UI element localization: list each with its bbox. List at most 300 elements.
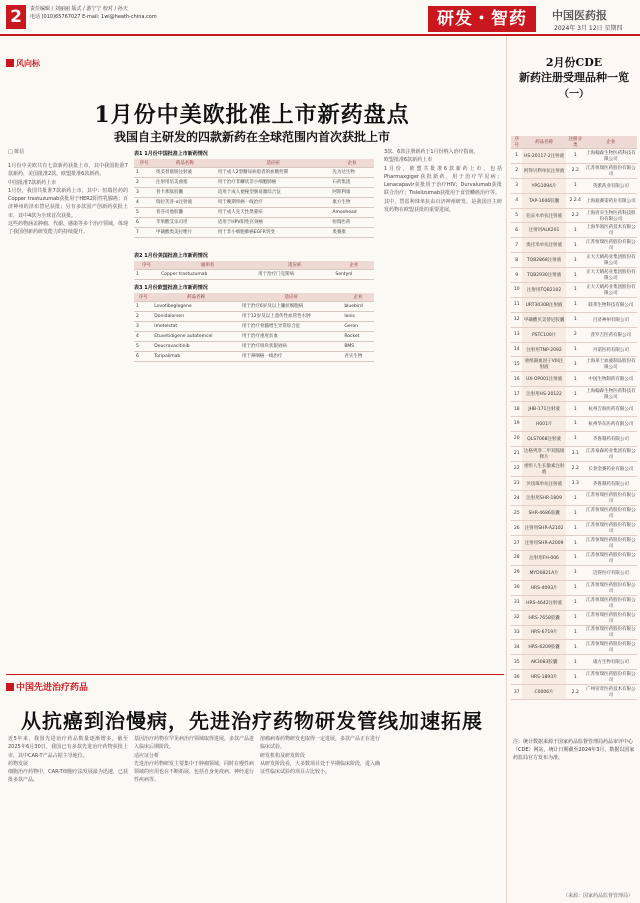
table-cell: 6: [511, 223, 522, 238]
table-header-cell: 序号: [134, 261, 159, 269]
table-cell: 江苏恒瑞医药股份有限公司: [585, 536, 637, 551]
table-row: [511, 670, 637, 685]
table-cell: 江苏恒瑞医药股份有限公司: [585, 238, 637, 253]
table-cell: 齐鲁制药有限公司: [585, 476, 637, 491]
table-cell: URT3030B注射液: [522, 297, 565, 312]
page-number: 2: [6, 5, 26, 29]
table-row: [134, 187, 374, 197]
table-cell: 6: [134, 351, 152, 361]
table-cell: 2.2: [566, 461, 585, 476]
table-us-approvals: 表2 1月份美国批准上市新药情况 序号 通用名 适应症 企业 1 Copper trastuzumab 用于治疗门克斯病 Sentynl: [134, 252, 374, 280]
table-row: [134, 167, 374, 177]
table-cell: 1: [566, 357, 585, 372]
table-cell: Toripalimab: [152, 351, 240, 361]
table-cell: 3: [511, 178, 522, 193]
table-cell: 2.2: [566, 163, 585, 178]
cde-sidebar: [506, 36, 640, 903]
table-cell: 24: [511, 491, 522, 506]
table-row: [511, 253, 637, 268]
table-cell: 用于治疗骨髓增生异常综合征: [240, 321, 342, 331]
table-row: [511, 536, 637, 551]
table-cell: 注射用ALK201: [522, 223, 565, 238]
table-cell: 2: [134, 311, 152, 321]
table-cell: SHR-4686胶囊: [522, 506, 565, 521]
table-cell: 杭州吉海医药有限公司: [585, 402, 637, 417]
table-header-cell: 适应症: [216, 159, 331, 167]
table-header-cell: 序号: [134, 159, 154, 167]
editor-info: [30, 5, 180, 21]
table-cell: Imetelstat: [152, 321, 240, 331]
table-cell: 适用于HPV阳性宫颈癌: [216, 217, 331, 227]
table-cell: 重组凝血因子VIII注射液: [522, 357, 565, 372]
table-cell: 1: [566, 640, 585, 655]
table-row: [134, 351, 374, 361]
table-cell: H001片: [522, 417, 565, 432]
table-row: [511, 268, 637, 283]
table-cell: 7: [511, 238, 522, 253]
table-cell: 3.3: [566, 476, 585, 491]
table-row: [511, 417, 637, 432]
bottom-column-3: 溶瘤病毒药物研发也取得一定进展，多款产品正在进行临床试验。 研发机构及研发阶段 从研发阶段看，大多数项目处于早期临床阶段，进入确证性临床试验的项目占比较小。: [260, 736, 380, 776]
table-cell: 1: [566, 580, 585, 595]
table-cell: 13: [511, 327, 522, 342]
table-header-cell: 药品名称: [522, 136, 565, 149]
table-cell: 2: [566, 327, 585, 342]
table-cell: 上海莱士血液制品股份有限公司: [585, 357, 637, 372]
table-cell: 用于治疗6岁及以上镰状细胞病: [240, 301, 342, 311]
table-cell: 康方生物: [330, 197, 374, 207]
table-header-cell: 通用名: [159, 261, 256, 269]
table-row: [134, 331, 374, 341]
table-cell: 江苏豪森药业集团有限公司: [585, 446, 637, 461]
table-cell: AK3083胶囊: [522, 655, 565, 670]
table-cell: HRS-1893片: [522, 670, 565, 685]
table-row: [134, 269, 374, 279]
table-cell: 34: [511, 640, 522, 655]
table-cell: 联邦生物科技有限公司: [585, 297, 637, 312]
table-row: [511, 208, 637, 223]
table-row: [511, 223, 637, 238]
table-cell: 1: [566, 536, 585, 551]
table-cell: 1: [566, 178, 585, 193]
table-cell: 阿斯利康: [330, 187, 374, 197]
column-label: 风向标: [6, 58, 40, 69]
table-cell: 17: [511, 387, 522, 402]
table-cell: 注射用HS-20122: [522, 387, 565, 402]
newspaper-masthead: 中国医药报: [552, 9, 607, 22]
table-cell: 用于成人2型糖尿病患者的血糖控制: [216, 167, 331, 177]
square-icon: [6, 59, 14, 67]
table-cell: 江苏恒瑞医药股份有限公司: [585, 163, 637, 178]
table-cell: 1: [566, 283, 585, 298]
table-cell: 贝伐珠单抗注射液: [522, 476, 565, 491]
table-row: [134, 301, 374, 311]
table-cell: C0006片: [522, 685, 565, 700]
table-cell: 8: [511, 253, 522, 268]
bottom-column-label: 中国先进治疗药品: [6, 680, 88, 693]
table-cell: 21: [511, 446, 522, 461]
table-cell: 甲磺酸奥美拉唑片: [154, 227, 216, 237]
table-cell: 正大天晴药业集团股份有限公司: [585, 268, 637, 283]
table-row: [134, 217, 374, 227]
table-cell: 用于成人先天性黑蒙症: [216, 207, 331, 217]
table-cell: 苹果酸艾乐司坦: [154, 217, 216, 227]
table-cell: 27: [511, 536, 522, 551]
contact-line: 电话 (010)65767027 E-mail: 1wl@heath-china.com: [30, 14, 157, 20]
table-row: [511, 506, 637, 521]
table-cell: 30: [511, 580, 522, 595]
table-cell: 注射用FH-006: [522, 551, 565, 566]
table-cell: Geron: [342, 321, 374, 331]
table-cell: 丹诺医药有限公司: [585, 342, 637, 357]
table-row: [511, 193, 637, 208]
table-cell: 2.2: [566, 685, 585, 700]
table-cell: 杭州华东医药有限公司: [585, 417, 637, 432]
table-cell: 3: [134, 321, 152, 331]
table-cell: HS-20117-2注射液: [522, 149, 565, 164]
table-cell: HRS-6209胶囊: [522, 640, 565, 655]
table-cell: PSTC100片: [522, 327, 565, 342]
table-row: [134, 227, 374, 237]
table-cell: 康方生物有限公司: [585, 655, 637, 670]
table-cell: 1: [566, 521, 585, 536]
article-column-4: 3款、6款注册新药于1月份纳入治疗指南。 欧盟批准6款新药上市 1月份，欧盟共批准6款新药上市，包括Pharmaxgiger获批新药，用于治疗罕见病；Lenacapavir获批用于治疗HIV；Durvalumab获批联合治疗；Tislelizumab获批用于食管鳞癌治疗等。 其中，替雷利珠单抗由百济神州研发，是我国自主研发药物在欧盟获批的重要进展。: [384, 149, 502, 214]
table-cell: 1: [134, 167, 154, 177]
table-cell: 1: [134, 301, 152, 311]
table-header-cell: 序号: [511, 136, 522, 149]
cde-table: [511, 136, 637, 700]
table-row: [511, 357, 637, 372]
table-header-cell: 企业: [333, 261, 374, 269]
table-cell: 甲磺酸贝美替尼胶囊: [522, 312, 565, 327]
table-cell: 先为达生物: [330, 167, 374, 177]
table-row: [134, 197, 374, 207]
table-cell: 1: [566, 372, 585, 387]
table-header-cell: 药品名称: [154, 159, 216, 167]
editor-line: 责任编辑 / 刘丽丽 版式 / 游宁宁 校对 / 孙天: [30, 6, 128, 12]
table-cell: TQB2930注射液: [522, 268, 565, 283]
table-cell: 长春金赛药业有限公司: [585, 461, 637, 476]
table-row: [511, 521, 637, 536]
table-cell: 上海翰森生物医药科技有限公司: [585, 387, 637, 402]
table-header-cell: 企业: [342, 293, 374, 301]
table-cell: 英派药业有限公司: [585, 178, 637, 193]
table-header-cell: 适应症: [240, 293, 342, 301]
subheadline: 我国自主研发的四款新药在全球范围内首次获批上市: [113, 130, 390, 144]
table-cell: 5: [134, 341, 152, 351]
bottom-column-2: 基因治疗药物在罕见病治疗领域取得进展，多款产品进入临床后期阶段。 适应证分析 先进治疗药物研发主要集中于肿瘤领域，同时在慢性病领域的应用也在不断拓展，包括自身免疫病、神经退行性疾病等。: [134, 736, 254, 784]
table-row: [511, 387, 637, 402]
table-header-cell: 药品名称: [152, 293, 240, 301]
table-cell: YPG1094片: [522, 178, 565, 193]
table-cell: HRS-4093片: [522, 580, 565, 595]
table-cell: 阿得贝利单抗注射液: [522, 163, 565, 178]
table-cell: 14: [511, 342, 522, 357]
table-cell: TAP-1606胶囊: [522, 193, 565, 208]
table-cell: 1: [566, 595, 585, 610]
table-cell: 奥美替康钠注射液: [154, 167, 216, 177]
table-cell: Rocket: [342, 331, 374, 341]
table-row: [134, 207, 374, 217]
section-title: 研发・智药: [428, 6, 536, 32]
table-cell: 1: [566, 655, 585, 670]
table-cell: 2.2.4: [566, 193, 585, 208]
table-cell: 普卡那肽胶囊: [154, 187, 216, 197]
table-cell: 江苏恒瑞医药股份有限公司: [585, 580, 637, 595]
table-cell: 江苏恒瑞医药股份有限公司: [585, 506, 637, 521]
table-cell: 广州帝奇医药技术有限公司: [585, 685, 637, 700]
table-cell: 用于治疗门克斯病: [256, 269, 333, 279]
table-cell: Amonhead: [330, 207, 374, 217]
table-cell: BMS: [342, 341, 374, 351]
bottom-headline: 从抗癌到治慢病，先进治疗药物研发管线加速拓展: [21, 709, 483, 733]
table-cell: 7: [134, 227, 154, 237]
table-row: [511, 238, 637, 253]
table-cell: 33: [511, 625, 522, 640]
table-row: [511, 342, 637, 357]
table-china-approvals: 表1 1月份中国批准上市新药情况 序号 药品名称 适应症 企业 1 奥美替康钠注射液 用于成人2型糖尿病患者的血糖控制 先为达生物 2 注射用培美曲塞 用于治疗非鳞状非小细胞肺癌 石药集团 3 普卡那肽胶囊 适用于成人便秘型肠易激综合征 阿斯利康 4 瑞拉芙普-α注射液 用于晚期胃癌一线治疗 康方生物 5 普芬司他胶囊 用于成人先天性黑蒙症 Amonhead 6 苹果酸艾乐司坦 适用于HPV阳性宫颈癌 恒瑞医药 7 甲磺酸奥美拉唑片 用于非小细胞肺癌EGFR突变 奥赛康: [134, 150, 374, 238]
table-cell: 1: [566, 312, 585, 327]
table-cell: 用于治疗重度贫血: [240, 331, 342, 341]
table-cell: 16: [511, 372, 522, 387]
table-cell: 2.2: [566, 208, 585, 223]
table-cell: 1: [511, 149, 522, 164]
table-cell: 28: [511, 551, 522, 566]
table-cell: 江苏恒瑞医药股份有限公司: [585, 640, 637, 655]
table-cell: Lovotibeglogene: [152, 301, 240, 311]
table-row: [511, 163, 637, 178]
table-cell: 注射用培美曲塞: [154, 177, 216, 187]
table-cell: 百济神州有限公司: [585, 312, 637, 327]
sidebar-title: 2月份CDE: [545, 56, 603, 69]
table-cell: Copper trastuzumab: [159, 269, 256, 279]
table-cell: 9: [511, 268, 522, 283]
table-cell: 36: [511, 670, 522, 685]
table-cell: 伯妥木单抗注射液: [522, 208, 565, 223]
table-cell: 1: [566, 402, 585, 417]
table-row: [511, 580, 637, 595]
table-cell: 1: [566, 491, 585, 506]
table-cell: 1: [566, 387, 585, 402]
sidebar-part: （一）: [559, 89, 589, 100]
table-cell: 1: [566, 670, 585, 685]
table-cell: 用于12岁及以上遗传性血管性水肿: [240, 311, 342, 321]
table-row: [511, 327, 637, 342]
table-cell: 1: [134, 269, 159, 279]
table-header-cell: 序号: [134, 293, 152, 301]
table-row: [134, 321, 374, 331]
table-cell: 11: [511, 297, 522, 312]
table-cell: 26: [511, 521, 522, 536]
sidebar-source: （来源：国家药品监督管理局）: [562, 893, 633, 899]
table-cell: 1: [566, 238, 585, 253]
table-header-cell: 企业: [330, 159, 374, 167]
table-cell: 用于非小细胞肺癌EGFR突变: [216, 227, 331, 237]
table-cell: 上海华领医药技术有限公司: [585, 223, 637, 238]
table-cell: 注射用TQB2102: [522, 283, 565, 298]
table-cell: Sentynl: [333, 269, 374, 279]
table-cell: 4: [511, 193, 522, 208]
issue-date: 2024年 3月 12日 星期四: [554, 25, 623, 32]
table-cell: 注射用SHR-A2102: [522, 521, 565, 536]
table-cell: 石药集团: [330, 177, 374, 187]
table-cell: 用于治疗斑块状银屑病: [240, 341, 342, 351]
table-cell: 江苏恒瑞医药股份有限公司: [585, 595, 637, 610]
table-row: [134, 341, 374, 351]
table-cell: 15: [511, 357, 522, 372]
table-row: [511, 491, 637, 506]
table-cell: HRS-7658胶囊: [522, 610, 565, 625]
table-cell: 3.1: [566, 446, 585, 461]
table-cell: 35: [511, 655, 522, 670]
table-cell: TQB2868注射液: [522, 253, 565, 268]
table-cell: 瑞拉芙普-α注射液: [154, 197, 216, 207]
table-cell: JHB-171注射液: [522, 402, 565, 417]
table-cell: HRS-4642注射液: [522, 595, 565, 610]
table-cell: 1: [566, 625, 585, 640]
table-cell: 君实生物: [342, 351, 374, 361]
table-cell: 奥托米单抗注射液: [522, 238, 565, 253]
table-cell: 上海迪赛诺药业有限公司: [585, 193, 637, 208]
byline: □ 陈信: [8, 149, 25, 155]
table-row: [511, 551, 637, 566]
table-row: [511, 610, 637, 625]
table-cell: bluebird: [342, 301, 374, 311]
table-cell: 注射用TNP-2092: [522, 342, 565, 357]
table-cell: 普罗吉医药有限公司: [585, 327, 637, 342]
table-row: [511, 476, 637, 491]
table-header-cell: 企业: [585, 136, 637, 149]
table-cell: 1: [566, 417, 585, 432]
table-cell: 5: [511, 208, 522, 223]
table-cell: UX-OP001注射液: [522, 372, 565, 387]
table-cell: HRS-6719片: [522, 625, 565, 640]
table-row: [511, 402, 637, 417]
table-cell: 重组人生长激素注射液: [522, 461, 565, 476]
sidebar-subtitle: 新药注册受理品种一览: [519, 71, 629, 84]
table-cell: 适用于成人便秘型肠易激综合征: [216, 187, 331, 197]
table-cell: 江苏恒瑞医药股份有限公司: [585, 551, 637, 566]
table-cell: 23: [511, 476, 522, 491]
table-row: [511, 431, 637, 446]
table-cell: 1: [566, 149, 585, 164]
table-row: [511, 372, 637, 387]
table-cell: 32: [511, 610, 522, 625]
table-cell: 4: [134, 197, 154, 207]
square-icon: [6, 683, 14, 691]
table-cell: 江苏恒瑞医药股份有限公司: [585, 610, 637, 625]
table-cell: 31: [511, 595, 522, 610]
table-cell: Donidalorsen: [152, 311, 240, 321]
section-divider: [6, 674, 504, 675]
table-cell: 6: [134, 217, 154, 227]
table-row: [511, 565, 637, 580]
table-cell: 25: [511, 506, 522, 521]
table-cell: MYD0821A片: [522, 565, 565, 580]
table-row: [511, 283, 637, 298]
table-cell: 12: [511, 312, 522, 327]
table-cell: 用于晚期胃癌一线治疗: [216, 197, 331, 207]
table-cell: 江苏恒瑞医药股份有限公司: [585, 670, 637, 685]
table-cell: 注射用SHR-1809: [522, 491, 565, 506]
table-cell: 1: [566, 565, 585, 580]
table-row: [511, 297, 637, 312]
table-cell: 1: [566, 342, 585, 357]
table-cell: 恒瑞医药: [330, 217, 374, 227]
table-cell: 1: [566, 431, 585, 446]
table-cell: Etuvetidigene autotemcel: [152, 331, 240, 341]
table-cell: 江苏恒瑞医药股份有限公司: [585, 625, 637, 640]
table-row: [511, 640, 637, 655]
table-row: [511, 312, 637, 327]
table-row: [511, 685, 637, 700]
table-row: [511, 595, 637, 610]
table-cell: 上海翰森生物医药科技有限公司: [585, 149, 637, 164]
table-cell: Deucravacitinib: [152, 341, 240, 351]
table-cell: 1: [566, 253, 585, 268]
table-header-cell: 注册分类: [566, 136, 585, 149]
bottom-column-1: 近5年来，我国先进治疗药品数量逐渐增多。截至2025年6月30日，我国已有多款先进治疗药物获批上市，其中CAR-T产品占据主导地位。 药物发展 细胞治疗药物中，CAR-T细胞疗法发展最为迅速，已获批多款产品。: [8, 736, 128, 784]
table-cell: 1: [566, 506, 585, 521]
table-row: [511, 625, 637, 640]
table-cell: 江苏恒瑞医药股份有限公司: [585, 491, 637, 506]
table-cell: 5: [134, 207, 154, 217]
table-cell: 10: [511, 283, 522, 298]
table-row: [511, 149, 637, 164]
table-row: [134, 177, 374, 187]
table-cell: 18: [511, 402, 522, 417]
table-cell: 19: [511, 417, 522, 432]
table-cell: 4: [134, 331, 152, 341]
table-cell: 1: [566, 297, 585, 312]
table-row: [511, 178, 637, 193]
table-cell: 用于治疗非鳞状非小细胞肺癌: [216, 177, 331, 187]
table-cell: 2: [134, 177, 154, 187]
table-cell: 37: [511, 685, 522, 700]
table-cell: 正大天晴药业集团股份有限公司: [585, 283, 637, 298]
table-cell: 正大天晴药业集团股份有限公司: [585, 253, 637, 268]
table-cell: 22: [511, 461, 522, 476]
page-header: [0, 0, 640, 36]
table-cell: 20: [511, 431, 522, 446]
table-cell: 迈得医疗有限公司: [585, 565, 637, 580]
table-cell: 达格列净二甲双胍缓释片: [522, 446, 565, 461]
table-cell: 1: [566, 223, 585, 238]
table-cell: 普芬司他胶囊: [154, 207, 216, 217]
table-cell: 1: [566, 610, 585, 625]
table-cell: 3: [134, 187, 154, 197]
headline: 1月份中美欧批准上市新药盘点: [94, 102, 410, 128]
article-column-1: 1月份中美欧共有七款新药获批上市，其中我国批准7款新药，美国批准2款，欧盟批准6款新药。 中国批准7款新药上市 1月份，我国共批准7款新药上市，其中：恒瑞医药的Copper trastuzumab获批用于HER2阳性乳腺癌；百济神州的泽布替尼获批；另有多款国产创新药获批上市，其中4款为全球首次获批。 这些药物涵盖肿瘤、代谢、感染等多个治疗领域，体现了我国创新药研发能力的持续提升。: [8, 163, 128, 236]
table-row: [511, 446, 637, 461]
table-cell: 奥赛康: [330, 227, 374, 237]
table-row: [511, 461, 637, 476]
sidebar-note: 注：统计数据来源于国家药品监督管理局药品审评中心（CDE）网站，统计日期截至2024年3月，数据以国家药监局官方发布为准。: [513, 739, 635, 761]
table-row: [134, 311, 374, 321]
table-cell: 江苏恒瑞医药股份有限公司: [585, 521, 637, 536]
table-eu-approvals: 表3 1月份欧盟批准上市新药情况 序号 药品名称 适应症 企业 1 Lovotibeglogene 用于治疗6岁及以上镰状细胞病 bluebird 2 Donidalorsen 用于12岁及以上遗传性血管性水肿 Ionis 3 Imetelstat 用于治疗骨髓增生异常综合征 Geron 4 Etuvetidigene autotemcel 用于治疗重度贫血 Rocket 5 Deucravacitinib 用于治疗斑块状银屑病 BMS 6 Toripalimab 用于鼻咽癌一线治疗 君实生物: [134, 284, 374, 362]
table-cell: 2: [511, 163, 522, 178]
table-cell: 1: [566, 551, 585, 566]
table-cell: 上海君实生物医药科技股份有限公司: [585, 208, 637, 223]
table-header-cell: 适应症: [256, 261, 333, 269]
table-cell: 中国生物制药有限公司: [585, 372, 637, 387]
table-cell: Ionis: [342, 311, 374, 321]
table-cell: QLS7068注射液: [522, 431, 565, 446]
table-row: [511, 655, 637, 670]
table-cell: 注射用SHR-A2009: [522, 536, 565, 551]
table-cell: 1: [566, 268, 585, 283]
